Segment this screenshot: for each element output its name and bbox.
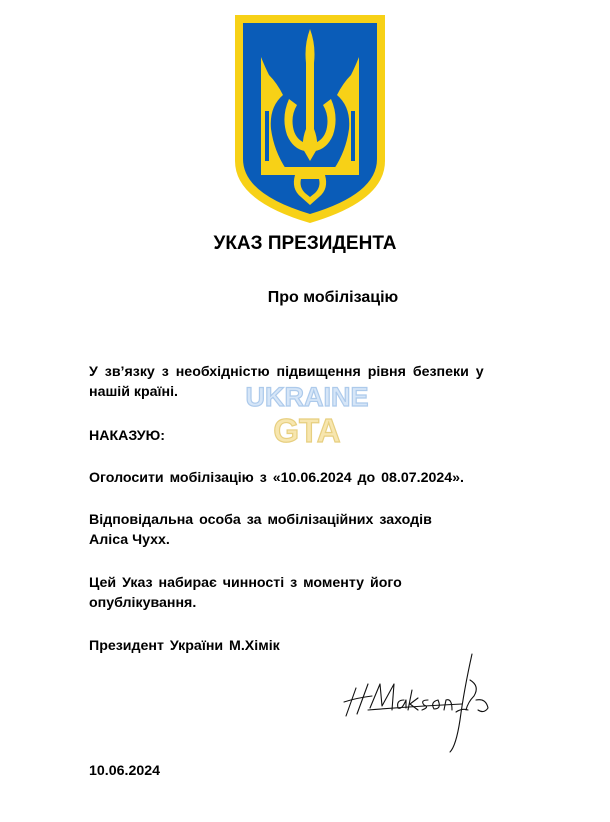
president-line: Президент України М.Хімік [89,638,280,654]
coat-of-arms-icon [231,11,389,227]
effect-line-2: опублікування. [89,595,197,611]
reason-line-2: нашій країні. [89,384,178,400]
effect-line-1: Цей Указ набирає чинності з моменту його [89,575,402,591]
responsible-line-1: Відповідальна особа за мобілізаційних заходів [89,512,432,528]
decree-date: 10.06.2024 [89,763,161,779]
responsible-line-2: Аліса Чухх. [89,532,170,548]
reason-line-1: У зв’язку з необхідністю підвищення рівня безпеки у [89,364,484,380]
effect-paragraph [89,573,529,613]
decree-subtitle: Про мобілізацію [267,289,399,306]
watermark-line-1: UKRAINE [245,382,369,412]
handwritten-signature [338,650,498,754]
responsible-paragraph [89,510,529,550]
mobilization-paragraph: Оголосити мобілізацію з «10.06.2024 до 08.07.2024». [89,470,464,486]
order-heading: НАКАЗУЮ: [89,428,165,444]
ukraine-gta-watermark [222,378,392,450]
decree-title: УКАЗ ПРЕЗИДЕНТА [213,233,397,254]
watermark-line-2: GTA [273,412,341,449]
